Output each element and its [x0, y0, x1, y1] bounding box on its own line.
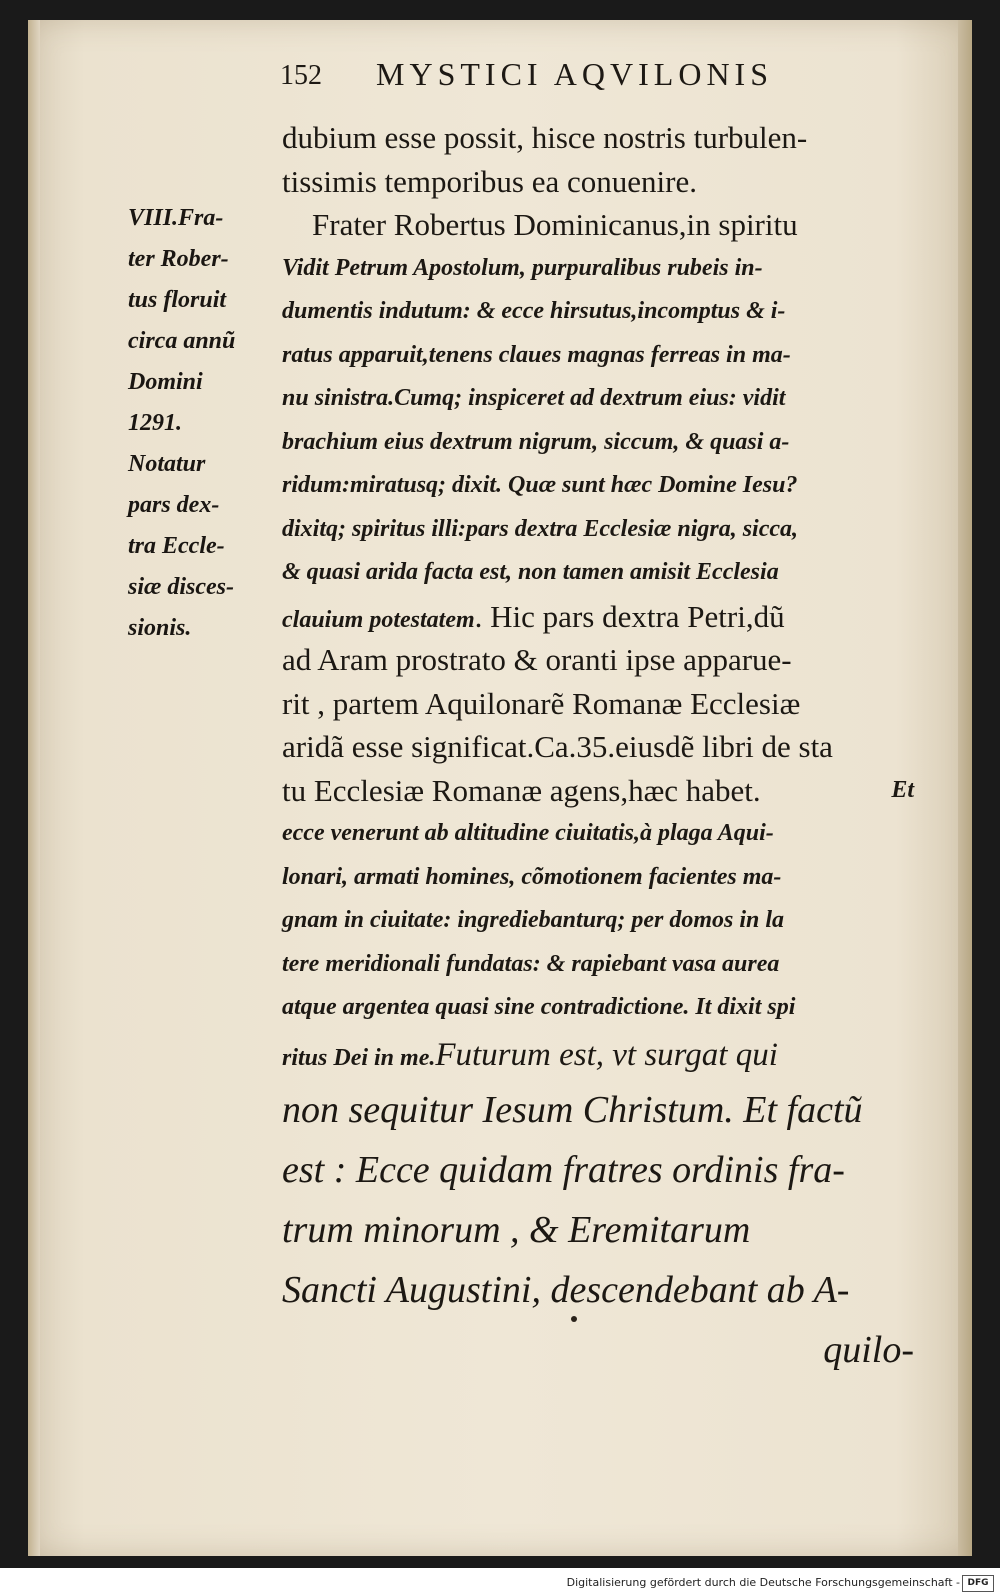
margin-note-line: sionis. [128, 615, 192, 641]
footer [0, 1572, 1000, 1595]
text-line: nu sinistra.Cumq; inspiceret ad dextrum eius: vidit [282, 385, 786, 411]
text-line: ratus apparuit,tenens claues magnas ferreas in ma- [282, 341, 791, 368]
text-line [282, 769, 922, 813]
text-line: & quasi arida facta est, non tamen amisit Ecclesia [282, 559, 779, 585]
text-line: lonari, armati homines, cõmotionem facientes ma- [282, 863, 782, 890]
text-line: atque argentea quasi sine contradictione. It dixit spi [282, 994, 796, 1020]
text-line: gnam in ciuitate: ingrediebanturq; per domos in la [282, 907, 785, 933]
text-span: ritus Dei in me. [282, 1044, 436, 1071]
margin-note-line: Notatur [128, 451, 206, 477]
text-line: dumentis indutum: & ecce hirsutus,incomptus & i- [282, 298, 786, 324]
text-line: ad Aram prostrato & oranti ipse apparue- [282, 642, 792, 677]
text-line: dixitq; spiritus illi:pars dextra Ecclesiæ nigra, sicca, [282, 515, 799, 542]
margin-note-line: VIII.Fra- [128, 205, 224, 231]
text-line: ridum:miratusq; dixit. Quæ sunt hæc Domine Iesu? [282, 472, 798, 498]
text-line: quilo- [823, 1328, 914, 1371]
page-fore-edge [958, 20, 972, 1556]
text-span: tu Ecclesiæ Romanæ agens,hæc habet. [282, 772, 761, 808]
margin-note-line: siæ disces- [128, 574, 234, 600]
text-span: . Hic pars dextra Petri,dũ [474, 598, 785, 634]
text-line: est : Ecce quidam fratres ordinis fra- [282, 1148, 845, 1191]
margin-note-line: 1291. [128, 410, 182, 436]
margin-note-line: tus floruit [128, 287, 227, 313]
text-line: rit , partem Aquilonarẽ Romanæ Ecclesiæ [282, 685, 801, 721]
large-italic-passage [282, 1080, 922, 1380]
text-line: brachium eius dextrum nigrum, siccum, & quasi a- [282, 428, 790, 455]
text-line: tere meridionali fundatas: & rapiebant vasa aurea [282, 950, 780, 977]
running-title: MYSTICI AQVILONIS [376, 56, 773, 92]
text-span: Et [891, 776, 914, 803]
page-number: 152 [280, 60, 322, 91]
body-text [282, 116, 922, 1380]
ink-speck [571, 1316, 577, 1322]
text-line: ecce venerunt ab altitudine ciuitatis,à plaga Aqui- [282, 820, 774, 846]
text-line: Vidit Petrum Apostolum, purpuralibus rubeis in- [282, 254, 763, 281]
margin-note-line: circa annũ [128, 328, 236, 354]
text-line: tissimis temporibus ea conuenire. [282, 163, 697, 199]
margin-note-line: Domini [128, 369, 203, 395]
funding-credit: Digitalisierung gefördert durch die Deutsche Forschungsgemeinschaft - [566, 1576, 960, 1589]
text-line: non sequitur Iesum Christum. Et factũ [282, 1088, 863, 1131]
margin-note-line: ter Rober- [128, 246, 229, 272]
text-span: clauium potestatem [282, 606, 475, 633]
margin-note [128, 198, 268, 649]
text-line: dubium esse possit, hisce nostris turbulen- [282, 120, 808, 155]
text-line [282, 1030, 922, 1080]
text-span: Futurum est, vt surgat qui [435, 1036, 778, 1073]
text-line: Frater Robertus Dominicanus,in spiritu [312, 207, 798, 242]
text-line [282, 595, 922, 639]
text-line: trum minorum , & Eremitarum [282, 1208, 751, 1251]
page-gutter [28, 20, 40, 1556]
dfg-logo-icon: DFG [962, 1575, 994, 1592]
text-line: aridã esse significat.Ca.35.eiusdẽ libri de sta [282, 729, 833, 764]
text-line: Sancti Augustini, descendebant ab A- [282, 1268, 850, 1311]
margin-note-line: tra Eccle- [128, 533, 225, 559]
margin-note-line: pars dex- [128, 492, 220, 518]
